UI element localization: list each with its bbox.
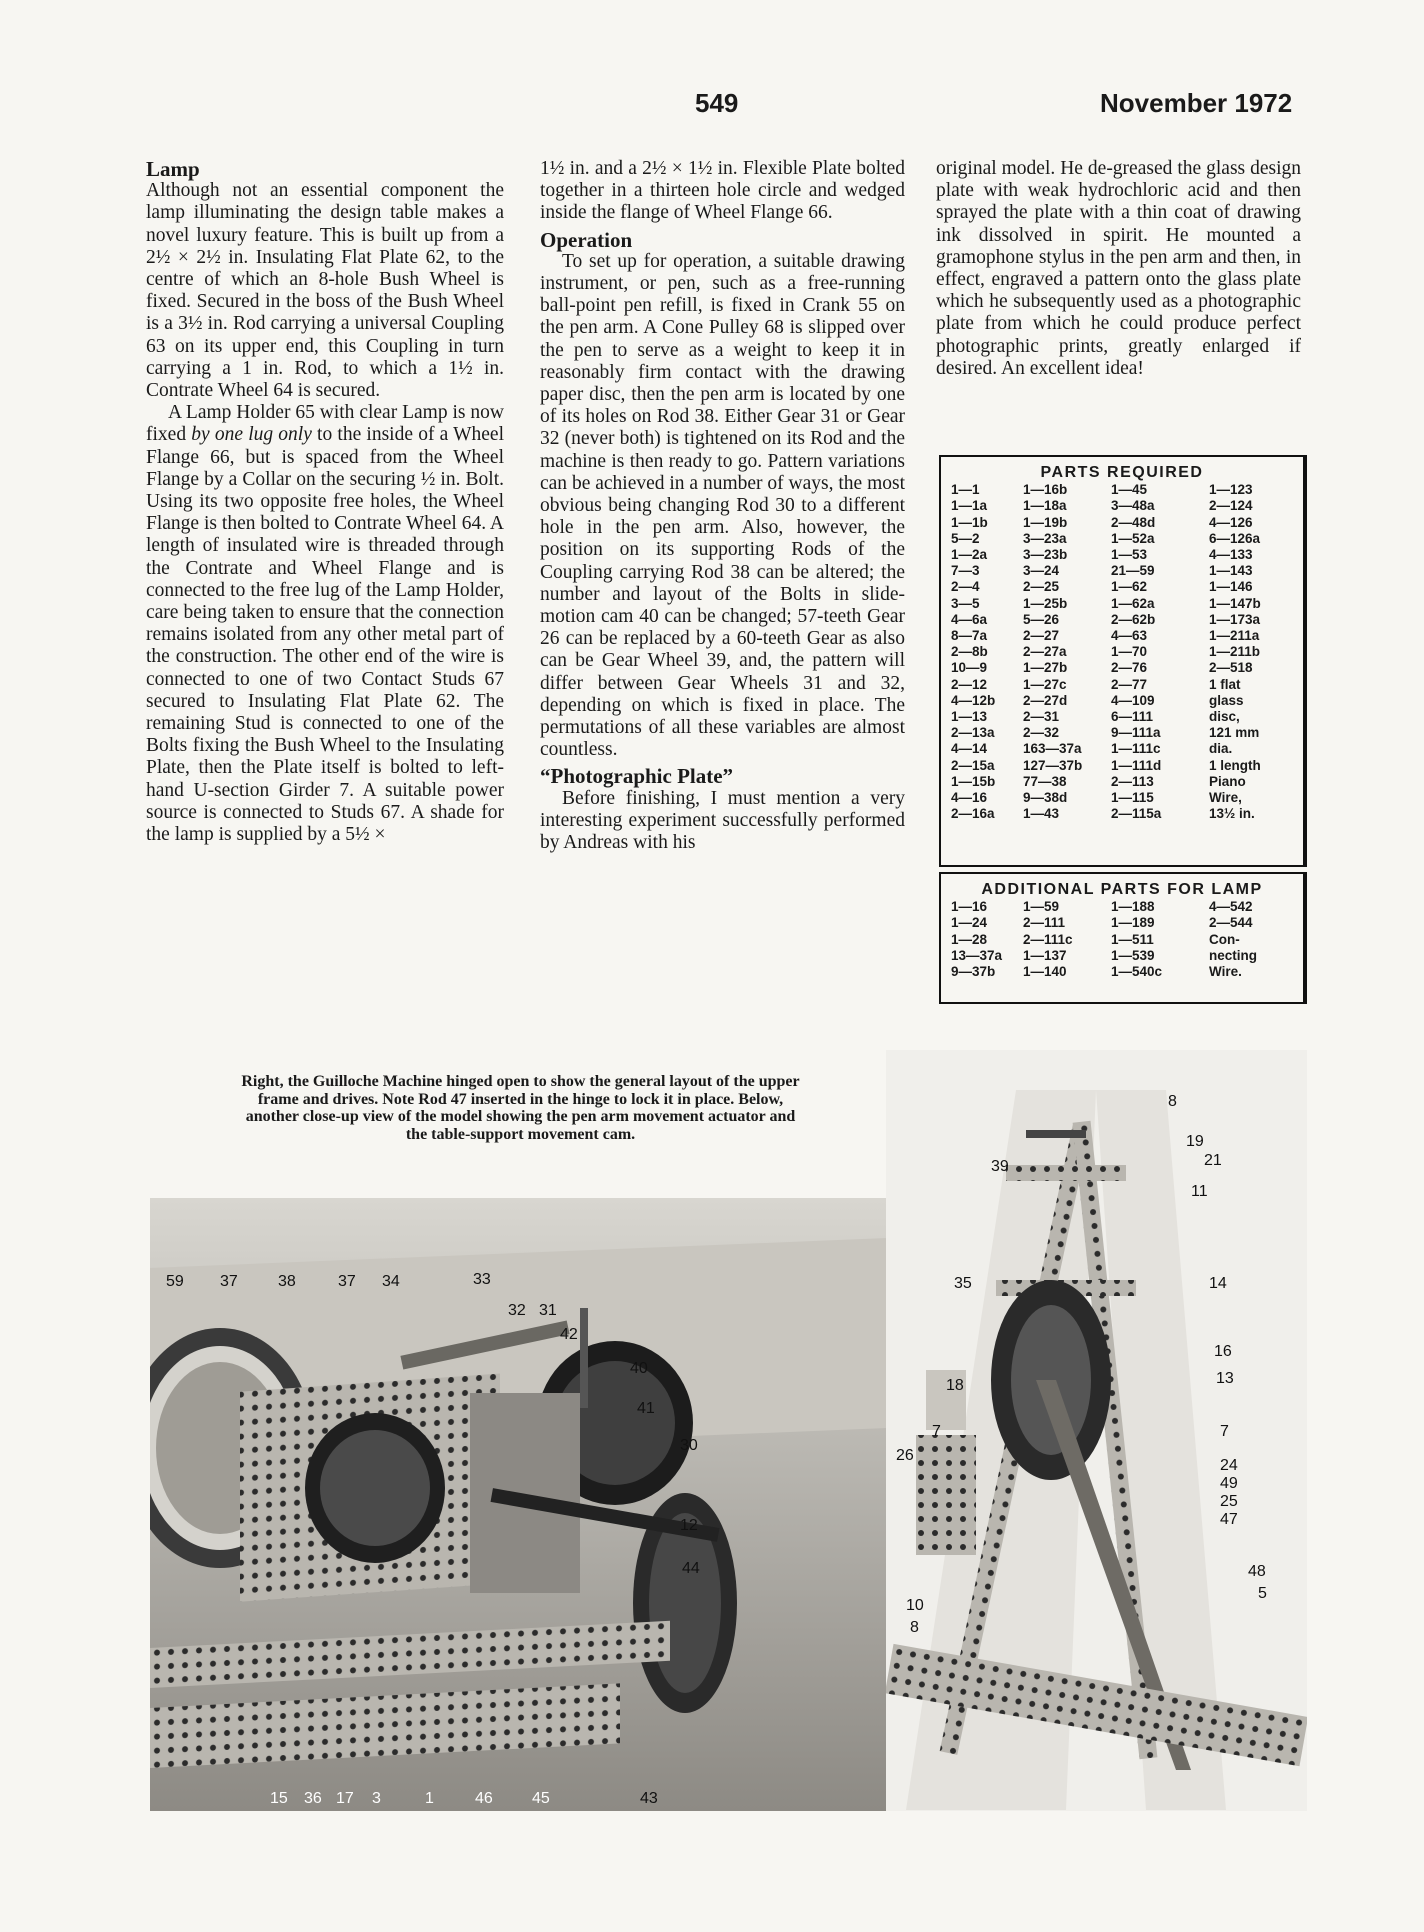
- section-heading-lamp: Lamp: [146, 157, 200, 181]
- paragraph: A Lamp Holder 65 with clear Lamp is now fixed by one lug only to the inside of a Wheel Flange 66, but is spaced from the Wheel Flange by a Collar on the securing ½ in. Bolt. Using its two opposite free holes, the Wheel Flange is then bolted to Contrate Wheel 64. A length of insulated wire is threaded through the Contrate and Wheel Flange and is connected to the free lug of the Lamp Holder, care being taken to ensure that the connection remains isolated from any other metal part of the construction. The other end of the wire is connected to one of two Contact Studs 67 secured to Insulating Flat Plate 62. The remaining Stud is connected to one of the Bolts fixing the Bush Wheel to the Insulating Plate, then the Plate itself is bolted to left-hand U-section Girder 7. A suitable power source is connected to Studs 67. A shade for the lamp is supplied by a 5½ ×: [146, 402, 504, 846]
- parts-cell: 4—63: [1111, 628, 1148, 644]
- parts-cell: 1—115: [1111, 790, 1154, 806]
- parts-cell: 4—14: [951, 741, 988, 757]
- parts-cell: 1—123: [1209, 482, 1253, 498]
- parts-cell: 2—113: [1111, 773, 1154, 789]
- parts-cell: 4—542: [1209, 899, 1253, 915]
- additional-parts-title: ADDITIONAL PARTS FOR LAMP: [981, 881, 1263, 898]
- paragraph: Before finishing, I must mention a very interesting experiment successfully performed by Andreas with his: [540, 787, 905, 854]
- callout-45: 45: [532, 1790, 550, 1807]
- parts-cell: 1—59: [1023, 899, 1060, 915]
- parts-cell: 1—146: [1209, 579, 1253, 595]
- parts-cell: 1—16: [951, 899, 988, 915]
- parts-cell: 2—111: [1023, 915, 1066, 931]
- parts-cell: 9—37b: [951, 964, 996, 980]
- parts-cell: 2—124: [1209, 498, 1253, 514]
- parts-cell: Wire.: [1209, 964, 1242, 980]
- callout-44: 44: [682, 1560, 700, 1577]
- callout-37: 37: [338, 1273, 356, 1290]
- parts-cell: 3—24: [1023, 563, 1060, 579]
- photo-upper-frame: [886, 1050, 1307, 1811]
- parts-cell: 4—16: [951, 790, 988, 806]
- callout-11: 11: [1191, 1183, 1208, 1200]
- parts-cell: 2—25: [1023, 579, 1060, 595]
- parts-cell: 1—15b: [951, 773, 996, 789]
- callout-24: 24: [1220, 1457, 1238, 1474]
- parts-cell: 2—76: [1111, 660, 1148, 676]
- callout-33: 33: [473, 1271, 491, 1288]
- parts-cell: 1—52a: [1111, 530, 1155, 546]
- parts-cell: 2—8b: [951, 644, 988, 660]
- parts-cell: 1—211b: [1209, 644, 1261, 660]
- parts-cell: 4—6a: [951, 611, 988, 627]
- parts-cell: 1—45: [1111, 482, 1148, 498]
- parts-cell: 3—23b: [1023, 547, 1068, 563]
- paragraph: To set up for operation, a suitable drawing instrument, or pen, such as a free-running ball-point pen refill, is fixed in Crank 55 on the pen arm. A Cone Pulley 68 is slipped over the pen to serve as a weight to keep it in reasonably firm contact with the drawing paper disc, then the pen arm is located by one of its holes on Rod 38. Either Gear 31 or Gear 32 (never both) is tightened on its Rod and the machine is then ready to go. Pattern variations can be achieved in a number of ways, the most obvious being changing Rod 30 to a different hole in the pen arm. Also, however, the position on its supporting Rods of the Coupling carrying Rod 38 can be altered; the number and layout of the Bolts in slide-motion cam 40 can be changed; 57-teeth Gear 26 can be replaced by a 60-teeth Gear as also can be Gear Wheel 39, and, the pattern will differ between Gear Wheels 31 and 32, depending on which is fixed in place. The permutations of all these variables are almost countless.: [540, 250, 905, 761]
- parts-required-title: PARTS REQUIRED: [1040, 464, 1204, 481]
- additional-parts-box: [939, 872, 1307, 1004]
- parts-cell: 4—109: [1111, 692, 1155, 708]
- callout-31: 31: [539, 1302, 557, 1319]
- callout-32: 32: [508, 1302, 526, 1319]
- parts-cell: 9—38d: [1023, 790, 1068, 806]
- parts-cell: 7—3: [951, 563, 980, 579]
- parts-cell: 2—27d: [1023, 692, 1068, 708]
- callout-34: 34: [382, 1273, 400, 1290]
- parts-cell: 2—62b: [1111, 611, 1156, 627]
- callout-15: 15: [270, 1790, 288, 1807]
- photo-machine-closeup: [150, 1198, 887, 1811]
- parts-cell: 5—26: [1023, 611, 1060, 627]
- issue-date: November 1972: [1100, 88, 1293, 118]
- parts-cell: 1—1: [951, 482, 980, 498]
- parts-cell: 4—12b: [951, 692, 996, 708]
- parts-cell: 2—32: [1023, 725, 1060, 741]
- callout-3: 3: [372, 1790, 381, 1807]
- callout-37: 37: [220, 1273, 238, 1290]
- parts-cell: 21—59: [1111, 563, 1155, 579]
- callout-35: 35: [954, 1275, 972, 1292]
- parts-cell: 1—70: [1111, 644, 1148, 660]
- parts-cell: 1—111c: [1111, 741, 1161, 757]
- section-heading-photographic-plate: “Photographic Plate”: [540, 764, 734, 789]
- paragraph: 1½ in. and a 2½ × 1½ in. Flexible Plate bolted together in a thirteen hole circle and wedged inside the flange of Wheel Flange 66.: [540, 158, 905, 224]
- parts-cell: 2—77: [1111, 676, 1148, 692]
- column-3: [936, 158, 1301, 380]
- parts-cell: 1—13: [951, 709, 988, 725]
- parts-cell: 6—111: [1111, 709, 1154, 725]
- parts-cell: 4—126: [1209, 514, 1253, 530]
- parts-cell: 1—140: [1023, 964, 1067, 980]
- parts-cell: 1—1a: [951, 498, 988, 514]
- parts-cell: 1—211a: [1209, 628, 1260, 644]
- parts-cell: 1—1b: [951, 514, 988, 530]
- parts-cell: 1—25b: [1023, 595, 1068, 611]
- parts-cell: 10—9: [951, 660, 988, 676]
- parts-cell: 8—7a: [951, 628, 988, 644]
- parts-cell: 1—62: [1111, 579, 1148, 595]
- parts-cell: glass: [1209, 692, 1244, 708]
- parts-cell: 1—27b: [1023, 660, 1068, 676]
- callout-46: 46: [475, 1790, 493, 1807]
- parts-cell: Wire,: [1209, 790, 1242, 806]
- parts-cell: 1—189: [1111, 915, 1155, 931]
- column-1: [146, 158, 504, 846]
- parts-cell: 1—27c: [1023, 676, 1067, 692]
- section-heading-operation: Operation: [540, 227, 633, 252]
- parts-cell: 1—18a: [1023, 498, 1067, 514]
- paragraph: original model. He de-greased the glass design plate with weak hydrochloric acid and then sprayed the plate with a thin coat of drawing ink dissolved in spirit. He mounted a gramophone stylus in the pen arm and then, in effect, engraved a pattern onto the glass plate which he subsequently used as a photographic plate from which he could produce perfect photographic prints, greatly enlarged if desired. An excellent idea!: [936, 158, 1301, 379]
- callout-1: 1: [425, 1790, 434, 1807]
- parts-cell: 4—133: [1209, 547, 1253, 563]
- parts-cell: 2—12: [951, 676, 988, 692]
- callout-14: 14: [1209, 1275, 1227, 1292]
- parts-cell: 2—4: [951, 579, 980, 595]
- parts-cell: Piano: [1209, 773, 1246, 789]
- callout-49: 49: [1220, 1475, 1238, 1492]
- callout-17: 17: [336, 1790, 354, 1807]
- figure-caption: Right, the Guilloche Machine hinged open to show the general layout of the upper frame and drives. Note Rod 47 inserted in the hinge to lock it in place. Below, another close-up view of the model showing the pen arm movement actuator and the table-support movement cam.: [241, 1073, 800, 1143]
- callout-25: 25: [1220, 1493, 1238, 1510]
- parts-cell: 163—37a: [1023, 741, 1082, 757]
- parts-cell: 77—38: [1023, 773, 1067, 789]
- parts-cell: 1—24: [951, 915, 988, 931]
- parts-cell: 2—31: [1023, 709, 1060, 725]
- parts-cell: 2—27a: [1023, 644, 1067, 660]
- callout-5: 5: [1258, 1585, 1267, 1602]
- parts-cell: 1 length: [1209, 757, 1261, 773]
- parts-cell: 1—2a: [951, 547, 988, 563]
- paragraph: Although not an essential component the lamp illuminating the design table makes a novel luxury feature. This is built up from a 2½ × 2½ in. Insulating Flat Plate 62, to the centre of which an 8-hole Bush Wheel is fixed. Secured in the boss of the Bush Wheel is a 3½ in. Rod carrying a universal Coupling 63 on its upper end, this Coupling in turn carrying a 1 in. Rod, to which a 1½ in. Contrate Wheel 64 is secured.: [146, 180, 504, 402]
- callout-42: 42: [560, 1326, 578, 1343]
- parts-cell: 3—23a: [1023, 530, 1067, 546]
- parts-cell: 9—111a: [1111, 725, 1161, 741]
- parts-cell: 1—511: [1111, 931, 1154, 947]
- parts-cell: 121 mm: [1209, 725, 1260, 741]
- callout-40: 40: [630, 1360, 648, 1377]
- callout-10: 10: [906, 1597, 924, 1614]
- callout-47: 47: [1220, 1511, 1238, 1528]
- parts-cell: 1—28: [951, 931, 988, 947]
- parts-cell: 2—13a: [951, 725, 995, 741]
- parts-cell: 2—111c: [1023, 931, 1073, 947]
- parts-cell: 2—16a: [951, 806, 995, 822]
- callout-18: 18: [946, 1377, 964, 1394]
- parts-cell: 2—27: [1023, 628, 1060, 644]
- parts-cell: 13½ in.: [1209, 806, 1255, 822]
- page-number: 549: [695, 88, 739, 118]
- callout-8: 8: [910, 1619, 919, 1636]
- callout-59: 59: [166, 1273, 184, 1290]
- callout-21: 21: [1204, 1152, 1222, 1169]
- callout-43: 43: [640, 1790, 658, 1807]
- callout-16: 16: [1214, 1343, 1232, 1360]
- callout-7: 7: [1220, 1423, 1229, 1440]
- additional-parts-table: [941, 899, 1303, 980]
- parts-cell: 1—173a: [1209, 611, 1261, 627]
- parts-required-table: [941, 482, 1303, 822]
- parts-cell: 127—37b: [1023, 757, 1083, 773]
- parts-cell: 1—43: [1023, 806, 1060, 822]
- parts-cell: 2—115a: [1111, 806, 1162, 822]
- parts-cell: 3—5: [951, 595, 980, 611]
- parts-cell: 2—48d: [1111, 514, 1156, 530]
- parts-cell: 5—2: [951, 530, 980, 546]
- parts-cell: 1—188: [1111, 899, 1155, 915]
- callout-30: 30: [680, 1437, 698, 1454]
- column-2: [540, 158, 905, 854]
- parts-cell: 1—539: [1111, 947, 1155, 963]
- parts-cell: 1—143: [1209, 563, 1253, 579]
- parts-cell: Con-: [1209, 931, 1240, 947]
- callout-13: 13: [1216, 1370, 1234, 1387]
- callout-7: 7: [932, 1423, 941, 1440]
- parts-cell: disc,: [1209, 709, 1240, 725]
- parts-cell: 2—518: [1209, 660, 1253, 676]
- parts-cell: 1—540c: [1111, 964, 1163, 980]
- parts-cell: 6—126a: [1209, 530, 1261, 546]
- callout-48: 48: [1248, 1563, 1266, 1580]
- callout-36: 36: [304, 1790, 322, 1807]
- parts-cell: 13—37a: [951, 947, 1003, 963]
- callout-26: 26: [896, 1447, 914, 1464]
- callout-8: 8: [1168, 1093, 1177, 1110]
- parts-cell: 2—544: [1209, 915, 1253, 931]
- parts-cell: 3—48a: [1111, 498, 1155, 514]
- parts-cell: 1—111d: [1111, 757, 1162, 773]
- parts-cell: 1 flat: [1209, 676, 1241, 692]
- parts-cell: 1—53: [1111, 547, 1148, 563]
- callout-12: 12: [680, 1517, 698, 1534]
- parts-required-box: [939, 455, 1307, 867]
- parts-cell: dia.: [1209, 741, 1233, 757]
- parts-cell: 1—147b: [1209, 595, 1261, 611]
- callout-38: 38: [278, 1273, 296, 1290]
- callout-19: 19: [1186, 1133, 1204, 1150]
- callout-41: 41: [637, 1400, 655, 1417]
- parts-cell: 1—16b: [1023, 482, 1068, 498]
- parts-cell: 1—137: [1023, 947, 1067, 963]
- parts-cell: 1—19b: [1023, 514, 1068, 530]
- callout-39: 39: [991, 1158, 1009, 1175]
- parts-cell: 2—15a: [951, 757, 995, 773]
- parts-cell: 1—62a: [1111, 595, 1155, 611]
- parts-cell: necting: [1209, 947, 1258, 963]
